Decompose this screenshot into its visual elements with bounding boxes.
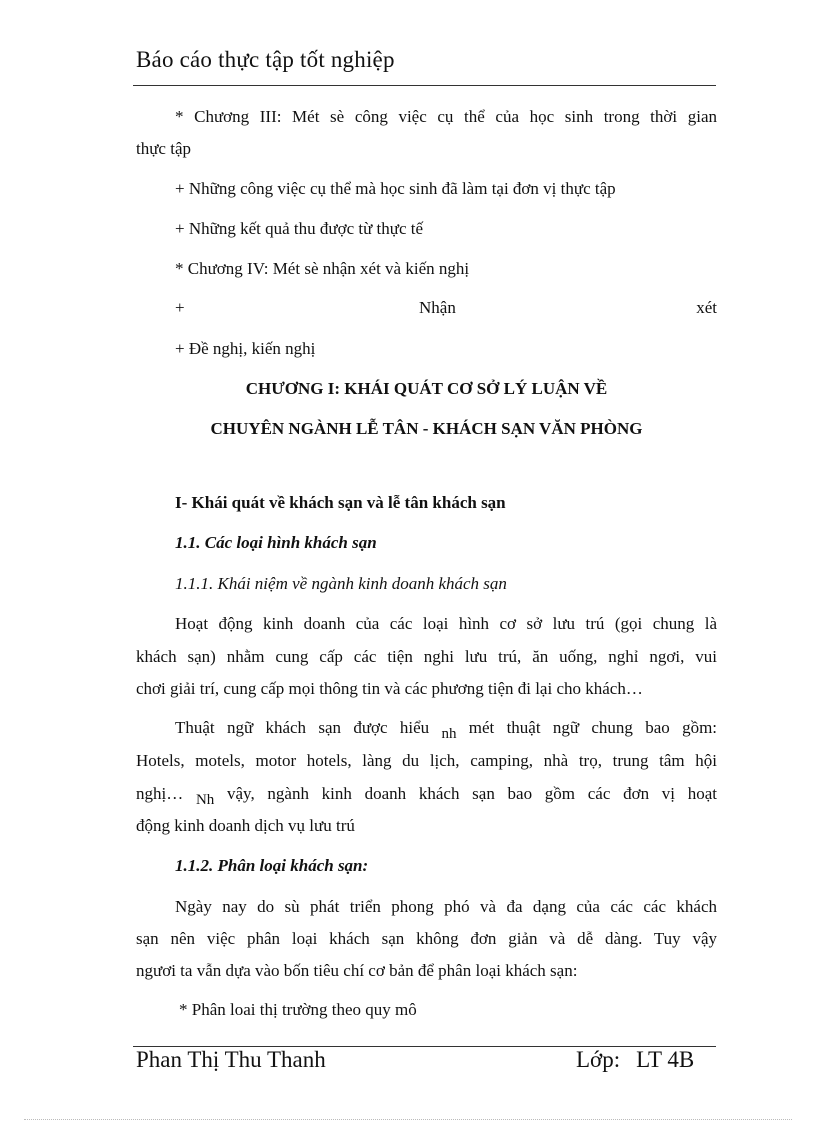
paragraph1-line3: chơi giải trí, cung cấp mọi thông tin và các phương tiện đi lại cho khách… — [136, 679, 643, 698]
remarks-plus: + — [175, 298, 185, 317]
p2-line3-a: nghị… — [136, 784, 184, 803]
p2-line1-sub: nh — [441, 726, 457, 742]
paragraph3-line2: sạn nên việc phân loại khách sạn không đơn giản và dễ dàng. Tuy vậy — [136, 929, 717, 948]
remarks-word1: Nhận — [419, 298, 456, 317]
paragraph2-line4: động kinh doanh dịch vụ lưu trú — [136, 816, 355, 835]
paragraph2-line1 — [175, 718, 718, 742]
paragraph2-line3 — [136, 784, 717, 808]
page-header-title: Báo cáo thực tập tốt nghiệp — [136, 47, 395, 72]
paragraph3-line1: Ngày nay do sù phát triển phong phó và đa dạng của các các khách — [175, 897, 717, 916]
paragraph1-line2: khách sạn) nhằm cung cấp các tiện nghi lưu trú, ăn uống, nghỉ ngơi, vui — [136, 647, 717, 666]
paragraph2-line2: Hotels, motels, motor hotels, làng du lịch, camping, nhà trọ, trung tâm hội — [136, 751, 717, 770]
chapter-title-line1: CHƯƠNG I: KHÁI QUÁT CƠ SỞ LÝ LUẬN VỀ — [245, 379, 608, 398]
outline-results: + Những kết quả thu được từ thực tế — [175, 219, 424, 238]
header-divider — [133, 85, 716, 86]
footer-class-value: LT 4B — [636, 1047, 695, 1072]
subsection-1-1-2: 1.1.2. Phân loại khách sạn: — [175, 856, 369, 875]
paragraph1-line1: Hoạt động kinh doanh của các loại hình cơ sở lưu trú (gọi chung là — [175, 614, 717, 633]
p2-line1-a: Thuật ngữ khách sạn được hiểu — [175, 718, 430, 737]
remarks-word2: xét — [696, 298, 717, 317]
subsection-1-1-1: 1.1.1. Khái niệm về ngành kinh doanh khách sạn — [175, 574, 507, 593]
section-heading: I- Khái quát về khách sạn và lễ tân khách sạn — [175, 493, 506, 512]
outline-work-done: + Những công việc cụ thể mà học sinh đã làm tại đơn vị thực tập — [175, 179, 616, 198]
outline-proposals: + Đề nghị, kiến nghị — [175, 339, 316, 358]
paragraph3-line3: ngươi ta vẫn dựa vào bốn tiêu chí cơ bản để phân loại khách sạn: — [136, 961, 578, 980]
footer-class-label: Lớp: — [576, 1047, 621, 1072]
p2-line1-b: mét thuật ngữ chung bao gồm: — [468, 718, 718, 737]
footer-student-name: Phan Thị Thu Thanh — [136, 1047, 326, 1072]
p2-line3-b: vậy, ngành kinh doanh khách sạn bao gồm các đơn vị hoạt — [227, 784, 717, 803]
outline-chapter3-line2: thực tập — [136, 139, 192, 158]
outline-chapter4: * Chương IV: Mét sè nhận xét và kiến nghị — [175, 259, 470, 278]
subsection-1-1: 1.1. Các loại hình khách sạn — [175, 533, 377, 552]
chapter-title-line2: CHUYÊN NGÀNH LỄ TÂN - KHÁCH SẠN VĂN PHÒNG — [210, 419, 643, 438]
p2-line3-sub: Nh — [195, 792, 215, 808]
bullet-market-classification: * Phân loai thị trường theo quy mô — [179, 1000, 417, 1019]
outline-chapter3-line1: * Chương III: Mét sè công việc cụ thể của học sinh trong thời gian — [175, 107, 717, 126]
footer-class — [576, 1047, 694, 1073]
page-bottom-border — [24, 1119, 792, 1120]
